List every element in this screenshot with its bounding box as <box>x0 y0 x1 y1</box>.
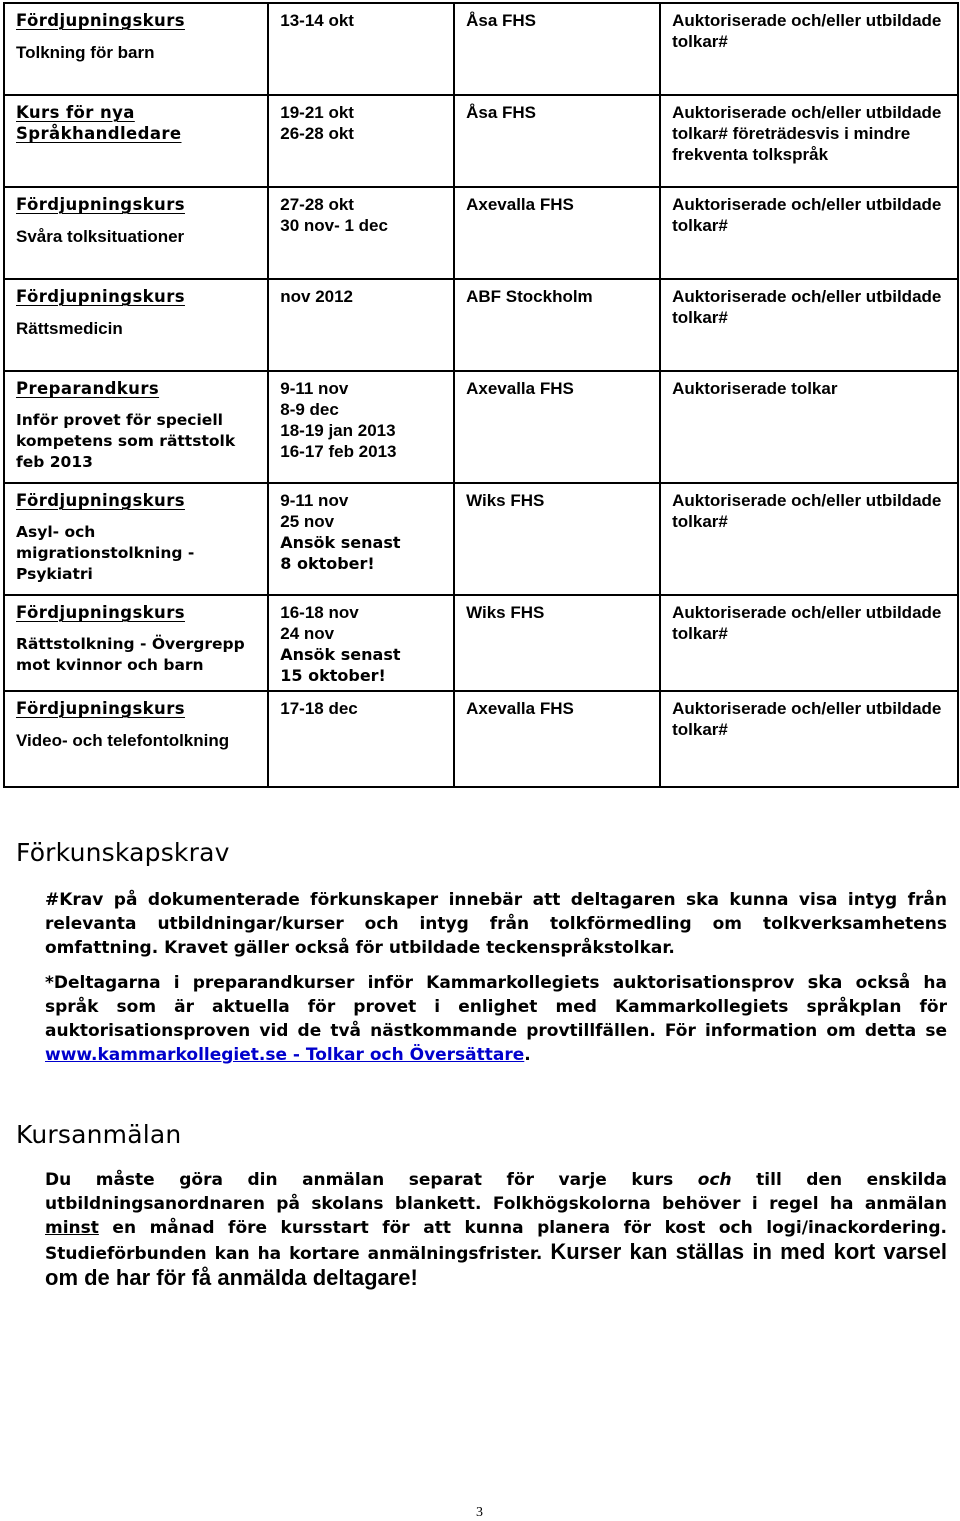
course-date: 25 nov <box>280 512 335 531</box>
course-row <box>4 95 958 187</box>
signup-minst: minst <box>45 1218 99 1238</box>
signup-text-3: en månad före kursstart för att kunna planera för kost och logi/inackordering. Studieförbunden kan ha kortare anmälningsfrister. <box>45 1218 947 1264</box>
course-subtitle: Rättstolkning - Övergrepp mot kvinnor och barn <box>16 635 245 674</box>
course-table <box>3 2 959 788</box>
course-name-cell <box>4 483 268 595</box>
course-date: nov 2012 <box>280 287 354 306</box>
course-subtitle: Video- och telefontolkning <box>16 731 230 750</box>
course-row <box>4 483 958 595</box>
course-requirement: Auktoriserade och/eller utbildade tolkar# <box>660 3 958 95</box>
course-date: 17-18 dec <box>280 699 358 718</box>
course-date: 9-11 nov <box>280 379 349 398</box>
course-date: 27-28 okt <box>280 195 354 214</box>
signup-och: och <box>697 1170 732 1190</box>
course-type: Kurs för nya Språkhandledare <box>16 103 182 143</box>
course-type: Fördjupningskurs <box>16 491 185 510</box>
course-table-body <box>4 3 958 787</box>
prereq-paragraph-1: #Krav på dokumenterade förkunskaper innebär att deltagaren ska kunna visa intyg från relevanta utbildningar/kurser och intyg från tolkförmedling om tolkverksamhetens omfattning. Kravet gäller också för utbildade teckenspråkstolkar. <box>45 890 947 958</box>
course-date: 18-19 jan 2013 <box>280 421 396 440</box>
course-name-cell <box>4 279 268 371</box>
course-dates-cell <box>268 691 454 787</box>
prereq-p2-middle: också ha språk som är aktuella för provet i enlighet med Kammarkollegiets språkplan för auktorisationsproven vid de två nästkommande provtillfällen. För information om detta se <box>45 973 947 1041</box>
course-requirement: Auktoriserade och/eller utbildade tolkar# <box>660 187 958 279</box>
page-number: 3 <box>476 1505 483 1520</box>
course-row <box>4 3 958 95</box>
signup-text-2: till den enskilda utbildningsanordnaren på skolans blankett. Folkhögskolorna behöver i regel ha anmälan <box>45 1170 947 1214</box>
prereq-p2-start: *Deltagarna i preparandkurser inför Kammarkollegiets auktorisationsprov <box>45 973 808 993</box>
course-name-cell <box>4 3 268 95</box>
course-place: ABF Stockholm <box>454 279 660 371</box>
course-type: Fördjupningskurs <box>16 699 185 718</box>
course-name-cell <box>4 187 268 279</box>
course-date: 8-9 dec <box>280 400 339 419</box>
course-subtitle: Svåra tolksituationer <box>16 227 185 246</box>
course-name-cell <box>4 691 268 787</box>
course-name-cell <box>4 95 268 187</box>
course-date: 15 oktober! <box>280 666 386 685</box>
course-date: 16-17 feb 2013 <box>280 442 397 461</box>
prereq-p2-end: . <box>524 1045 531 1065</box>
course-date: 19-21 okt <box>280 103 354 122</box>
course-subtitle: Rättsmedicin <box>16 319 123 338</box>
prereq-p2-ska: ska <box>807 972 843 993</box>
course-requirement: Auktoriserade och/eller utbildade tolkar# företrädesvis i mindre frekventa tolkspråk <box>660 95 958 187</box>
signup-paragraph <box>45 1168 947 1292</box>
course-name-cell <box>4 595 268 691</box>
course-requirement: Auktoriserade och/eller utbildade tolkar# <box>660 279 958 371</box>
signup-warning: Kurser kan ställas in med kort varsel om de har för få anmälda deltagare! <box>45 1239 947 1290</box>
prereq-paragraph-2 <box>45 971 947 1067</box>
course-place: Åsa FHS <box>454 95 660 187</box>
course-dates-cell <box>268 483 454 595</box>
course-place: Wiks FHS <box>454 595 660 691</box>
course-requirement: Auktoriserade och/eller utbildade tolkar# <box>660 691 958 787</box>
course-date: 24 nov <box>280 624 335 643</box>
course-dates-cell <box>268 95 454 187</box>
course-date: 13-14 okt <box>280 11 354 30</box>
course-place: Axevalla FHS <box>454 371 660 483</box>
signup-heading: Kursanmälan <box>16 1120 182 1149</box>
course-date: Ansök senast <box>280 645 401 664</box>
course-dates-cell <box>268 187 454 279</box>
course-date: Ansök senast <box>280 533 401 552</box>
course-place: Åsa FHS <box>454 3 660 95</box>
course-type: Fördjupningskurs <box>16 195 185 214</box>
course-subtitle: Asyl- och migrationstolkning - Psykiatri <box>16 523 195 583</box>
course-subtitle: Tolkning för barn <box>16 43 155 62</box>
course-row <box>4 691 958 787</box>
course-row <box>4 279 958 371</box>
course-row <box>4 595 958 691</box>
course-date: 30 nov- 1 dec <box>280 216 388 235</box>
course-date: 9-11 nov <box>280 491 349 510</box>
course-row <box>4 371 958 483</box>
course-dates-cell <box>268 279 454 371</box>
course-requirement: Auktoriserade och/eller utbildade tolkar# <box>660 595 958 691</box>
course-type: Fördjupningskurs <box>16 11 185 30</box>
course-row <box>4 187 958 279</box>
course-type: Fördjupningskurs <box>16 287 185 306</box>
course-date: 26-28 okt <box>280 124 354 143</box>
course-place: Wiks FHS <box>454 483 660 595</box>
course-date: 8 oktober! <box>280 554 375 573</box>
course-requirement: Auktoriserade tolkar <box>660 371 958 483</box>
course-name-cell <box>4 371 268 483</box>
signup-text-1: Du måste göra din anmälan separat för varje kurs <box>45 1170 698 1190</box>
course-dates-cell <box>268 3 454 95</box>
kammarkollegiet-link[interactable]: www.kammarkollegiet.se - Tolkar och Översättare <box>45 1045 525 1065</box>
course-type: Preparandkurs <box>16 379 160 398</box>
course-date: 16-18 nov <box>280 603 359 622</box>
course-requirement: Auktoriserade och/eller utbildade tolkar# <box>660 483 958 595</box>
course-place: Axevalla FHS <box>454 187 660 279</box>
course-type: Fördjupningskurs <box>16 603 185 622</box>
course-dates-cell <box>268 595 454 691</box>
prereq-heading: Förkunskapskrav <box>16 838 230 867</box>
course-subtitle: Inför provet för speciell kompetens som rättstolk feb 2013 <box>16 411 236 471</box>
course-dates-cell <box>268 371 454 483</box>
course-place: Axevalla FHS <box>454 691 660 787</box>
